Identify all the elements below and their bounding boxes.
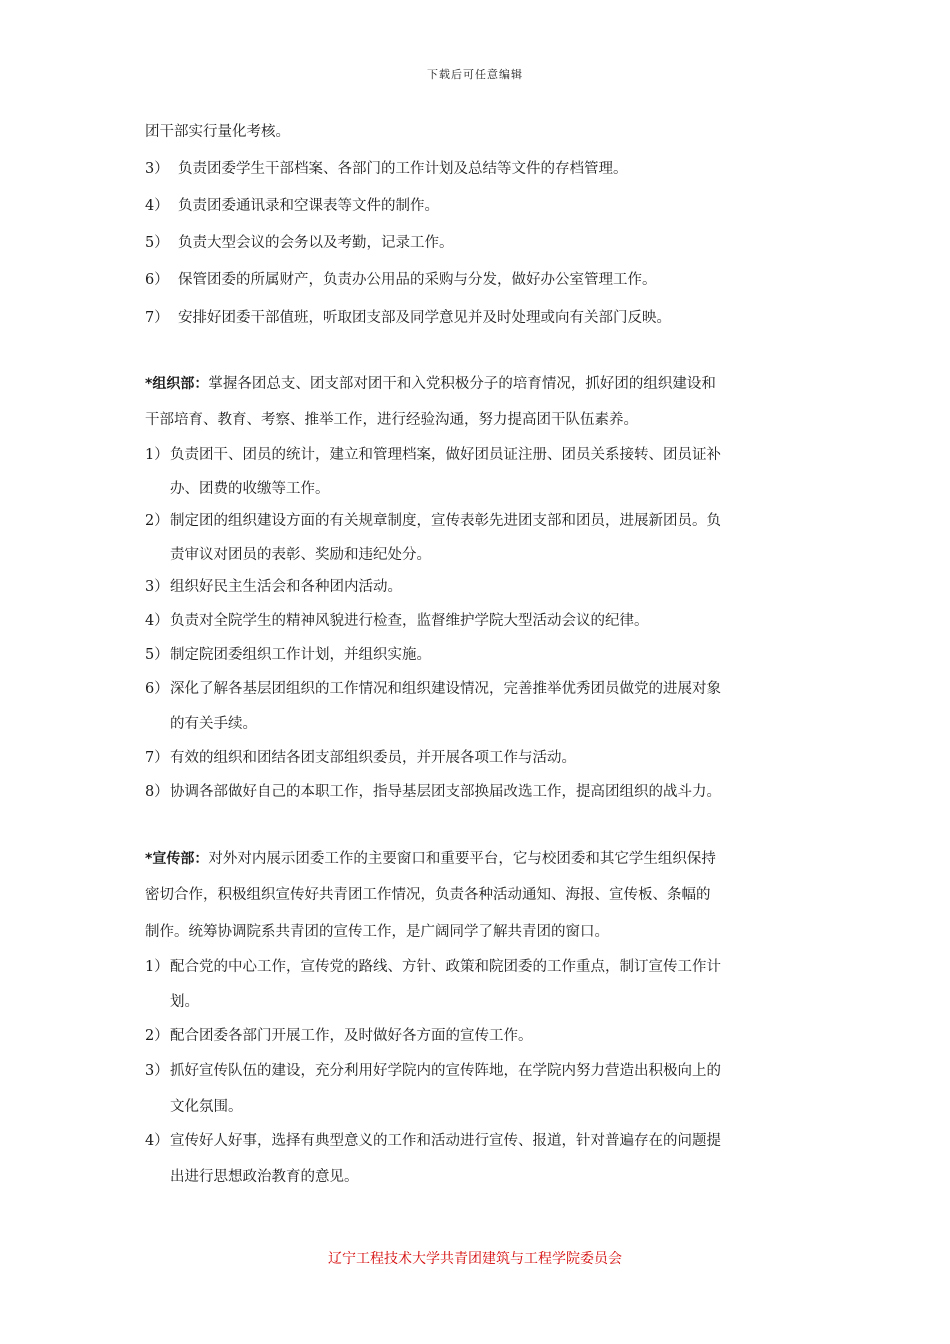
item-number: 3） <box>145 579 169 595</box>
item-text: 抓好宣传队伍的建设，充分利用好学院内的宣传阵地，在学院内努力营造出积极向上的 <box>170 1063 721 1079</box>
item-text: 配合党的中心工作，宣传党的路线、方针、政策和院团委的工作重点，制订宣传工作计 <box>170 959 721 975</box>
office-intro-tail: 团干部实行量化考核。 <box>145 124 290 140</box>
item-number: 5） <box>145 235 169 251</box>
item-text: 负责对全院学生的精神风貌进行检查，监督维护学院大型活动会议的纪律。 <box>170 613 649 629</box>
organization-item-6-cont: 的有关手续。 <box>170 716 257 732</box>
item-number: 1） <box>145 959 169 975</box>
item-number: 3） <box>145 161 169 177</box>
office-item-4 <box>145 196 439 216</box>
publicity-item-3 <box>145 1061 721 1081</box>
organization-item-5 <box>145 645 431 665</box>
office-item-6 <box>145 270 657 290</box>
item-number: 2） <box>145 1028 169 1044</box>
organization-item-3 <box>145 577 402 597</box>
organization-intro-line1 <box>145 374 716 394</box>
office-item-5 <box>145 233 454 253</box>
organization-item-4 <box>145 611 649 631</box>
item-text: 深化了解各基层团组织的工作情况和组织建设情况，完善推举优秀团员做党的进展对象 <box>170 681 721 697</box>
page-header-note: 下载后可任意编辑 <box>427 68 523 81</box>
item-text: 负责团干、团员的统计，建立和管理档案，做好团员证注册、团员关系接转、团员证补 <box>170 447 721 463</box>
organization-item-1 <box>145 445 721 465</box>
organization-item-8 <box>145 782 721 802</box>
item-text: 负责团委学生干部档案、各部门的工作计划及总结等文件的存档管理。 <box>178 161 628 177</box>
organization-item-2 <box>145 511 721 531</box>
publicity-intro-line2: 密切合作，积极组织宣传好共青团工作情况，负责各种活动通知、海报、宣传板、条幅的 <box>145 887 711 903</box>
publicity-item-4-cont: 出进行思想政治教育的意见。 <box>170 1169 359 1185</box>
item-number: 6） <box>145 681 169 697</box>
item-number: 4） <box>145 1133 169 1149</box>
publicity-intro-text: 对外对内展示团委工作的主要窗口和重要平台，它与校团委和其它学生组织保持 <box>208 851 716 867</box>
publicity-label: *宣传部： <box>145 851 209 867</box>
item-text: 负责团委通讯录和空课表等文件的制作。 <box>178 198 439 214</box>
item-number: 4） <box>145 613 169 629</box>
item-number: 2） <box>145 513 169 529</box>
item-text: 组织好民主生活会和各种团内活动。 <box>170 579 402 595</box>
publicity-intro-line1 <box>145 849 716 869</box>
item-number: 1） <box>145 447 169 463</box>
item-number: 7） <box>145 310 169 326</box>
publicity-item-2 <box>145 1026 533 1046</box>
item-text: 制定团的组织建设方面的有关规章制度，宣传表彰先进团支部和团员，进展新团员。负 <box>170 513 721 529</box>
item-number: 7） <box>145 750 169 766</box>
item-number: 5） <box>145 647 169 663</box>
organization-intro-text: 掌握各团总支、团支部对团干和入党积极分子的培育情况，抓好团的组织建设和 <box>208 376 716 392</box>
organization-item-2-cont: 责审议对团员的表彰、奖励和违纪处分。 <box>170 547 431 563</box>
item-text: 宣传好人好事，选择有典型意义的工作和活动进行宣传、报道，针对普遍存在的问题提 <box>170 1133 721 1149</box>
item-number: 6） <box>145 272 169 288</box>
organization-item-1-cont: 办、团费的收缴等工作。 <box>170 481 330 497</box>
publicity-item-1 <box>145 957 721 977</box>
organization-label: *组织部： <box>145 376 209 392</box>
item-text: 安排好团委干部值班，听取团支部及同学意见并及时处理或向有关部门反映。 <box>178 310 671 326</box>
publicity-item-3-cont: 文化氛围。 <box>170 1099 243 1115</box>
organization-item-6 <box>145 679 721 699</box>
item-text: 保管团委的所属财产，负责办公用品的采购与分发，做好办公室管理工作。 <box>178 272 657 288</box>
item-number: 3） <box>145 1063 169 1079</box>
item-text: 有效的组织和团结各团支部组织委员，并开展各项工作与活动。 <box>170 750 576 766</box>
item-text: 配合团委各部门开展工作，及时做好各方面的宣传工作。 <box>170 1028 533 1044</box>
item-text: 制定院团委组织工作计划，并组织实施。 <box>170 647 431 663</box>
office-item-7 <box>145 308 671 328</box>
item-text: 负责大型会议的会务以及考勤，记录工作。 <box>178 235 454 251</box>
organization-item-7 <box>145 748 576 768</box>
item-number: 4） <box>145 198 169 214</box>
publicity-item-4 <box>145 1131 721 1151</box>
office-item-3 <box>145 159 628 179</box>
page-footer: 辽宁工程技术大学共青团建筑与工程学院委员会 <box>328 1251 622 1267</box>
publicity-intro-line3: 制作。统筹协调院系共青团的宣传工作，是广阔同学了解共青团的窗口。 <box>145 924 609 940</box>
organization-intro-line2: 干部培育、教育、考察、推举工作，进行经验沟通，努力提高团干队伍素养。 <box>145 412 638 428</box>
item-number: 8） <box>145 784 169 800</box>
publicity-item-1-cont: 划。 <box>170 994 199 1010</box>
item-text: 协调各部做好自己的本职工作，指导基层团支部换届改选工作，提高团组织的战斗力。 <box>170 784 721 800</box>
